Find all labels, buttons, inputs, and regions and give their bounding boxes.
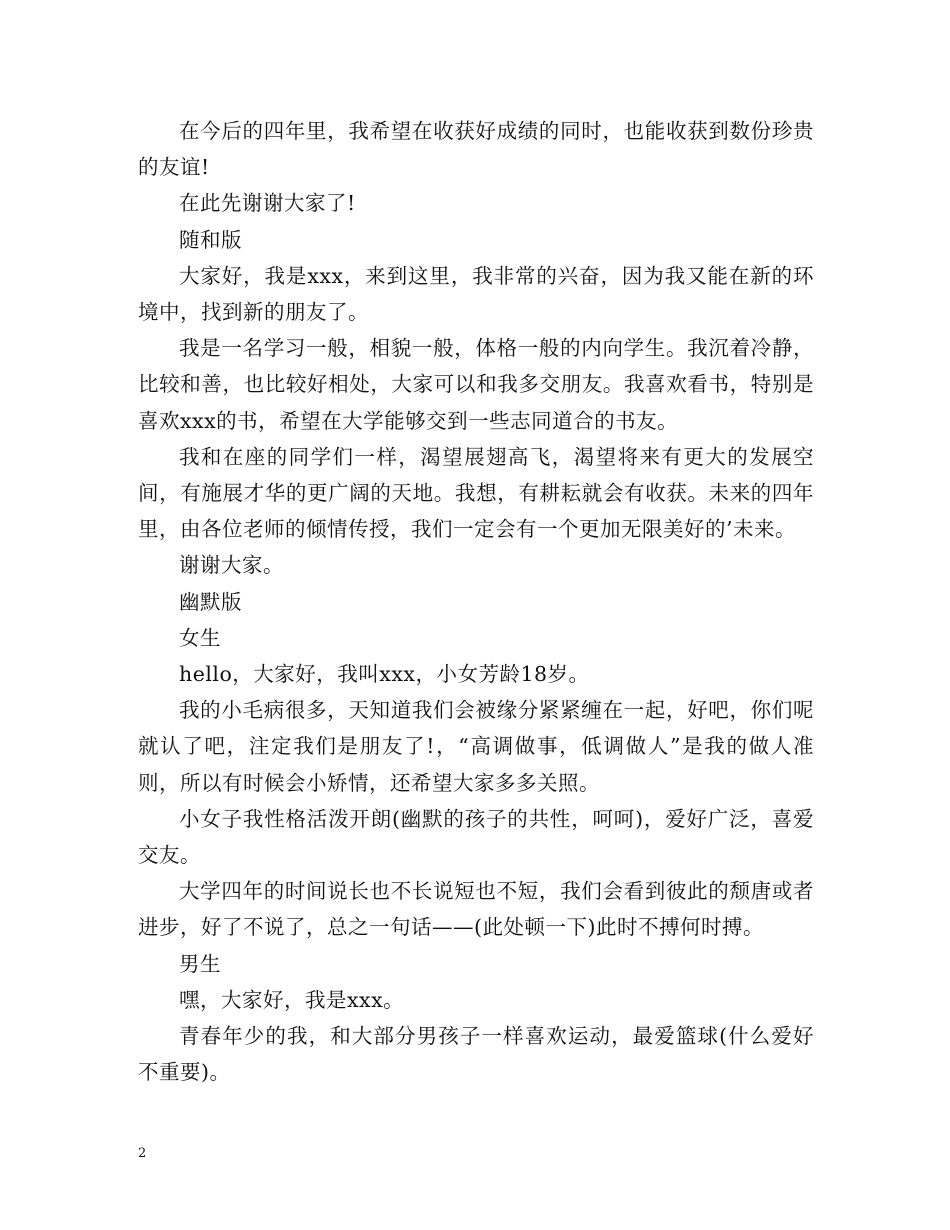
paragraph: 我和在座的同学们一样，渴望展翅高飞，渴望将来有更大的发展空间，有施展才华的更广阔的天地。我想，有耕耘就会有收获。未来的四年里，由各位老师的倾情传授，我们一定会有一个更加无限美好的’未来。	[138, 444, 814, 542]
paragraph: 大家好，我是xxx，来到这里，我非常的兴奋，因为我又能在新的环境中，找到新的朋友了。	[138, 263, 814, 325]
section-heading: 幽默版	[179, 589, 242, 614]
paragraph: 谢谢大家。	[179, 553, 284, 578]
page-number: 2	[138, 1146, 147, 1161]
paragraph: 小女子我性格活泼开朗(幽默的孩子的共性，呵呵)，爱好广泛，喜爱交友。	[138, 806, 814, 868]
paragraph: 嘿，大家好，我是xxx。	[179, 987, 405, 1012]
paragraph: 大学四年的时间说长也不长说短也不短，我们会看到彼此的颓唐或者进步，好了不说了，总之一句话——(此处顿一下)此时不搏何时搏。	[138, 879, 814, 940]
paragraph: hello，大家好，我叫xxx，小女芳龄18岁。	[179, 662, 590, 687]
document-body	[138, 113, 814, 1090]
subsection-heading: 男生	[179, 951, 221, 976]
subsection-heading: 女生	[179, 625, 221, 650]
paragraph: 我是一名学习一般，相貌一般，体格一般的内向学生。我沉着冷静，比较和善，也比较好相处，大家可以和我多交朋友。我喜欢看书，特别是喜欢xxx的书，希望在大学能够交到一些志同道合的书友。	[138, 336, 814, 433]
section-heading: 随和版	[179, 227, 242, 252]
paragraph: 在此先谢谢大家了!	[179, 191, 356, 216]
paragraph: 在今后的四年里，我希望在收获好成绩的同时，也能收获到数份珍贵的友谊!	[138, 119, 814, 180]
paragraph: 青春年少的我，和大部分男孩子一样喜欢运动，最爱篮球(什么爱好不重要)。	[138, 1024, 814, 1085]
paragraph: 我的小毛病很多，天知道我们会被缘分紧紧缠在一起，好吧，你们呢就认了吧，注定我们是朋友了!，“高调做事，低调做人”是我的做人准则，所以有时候会小矫情，还希望大家多多关照。	[138, 698, 814, 795]
